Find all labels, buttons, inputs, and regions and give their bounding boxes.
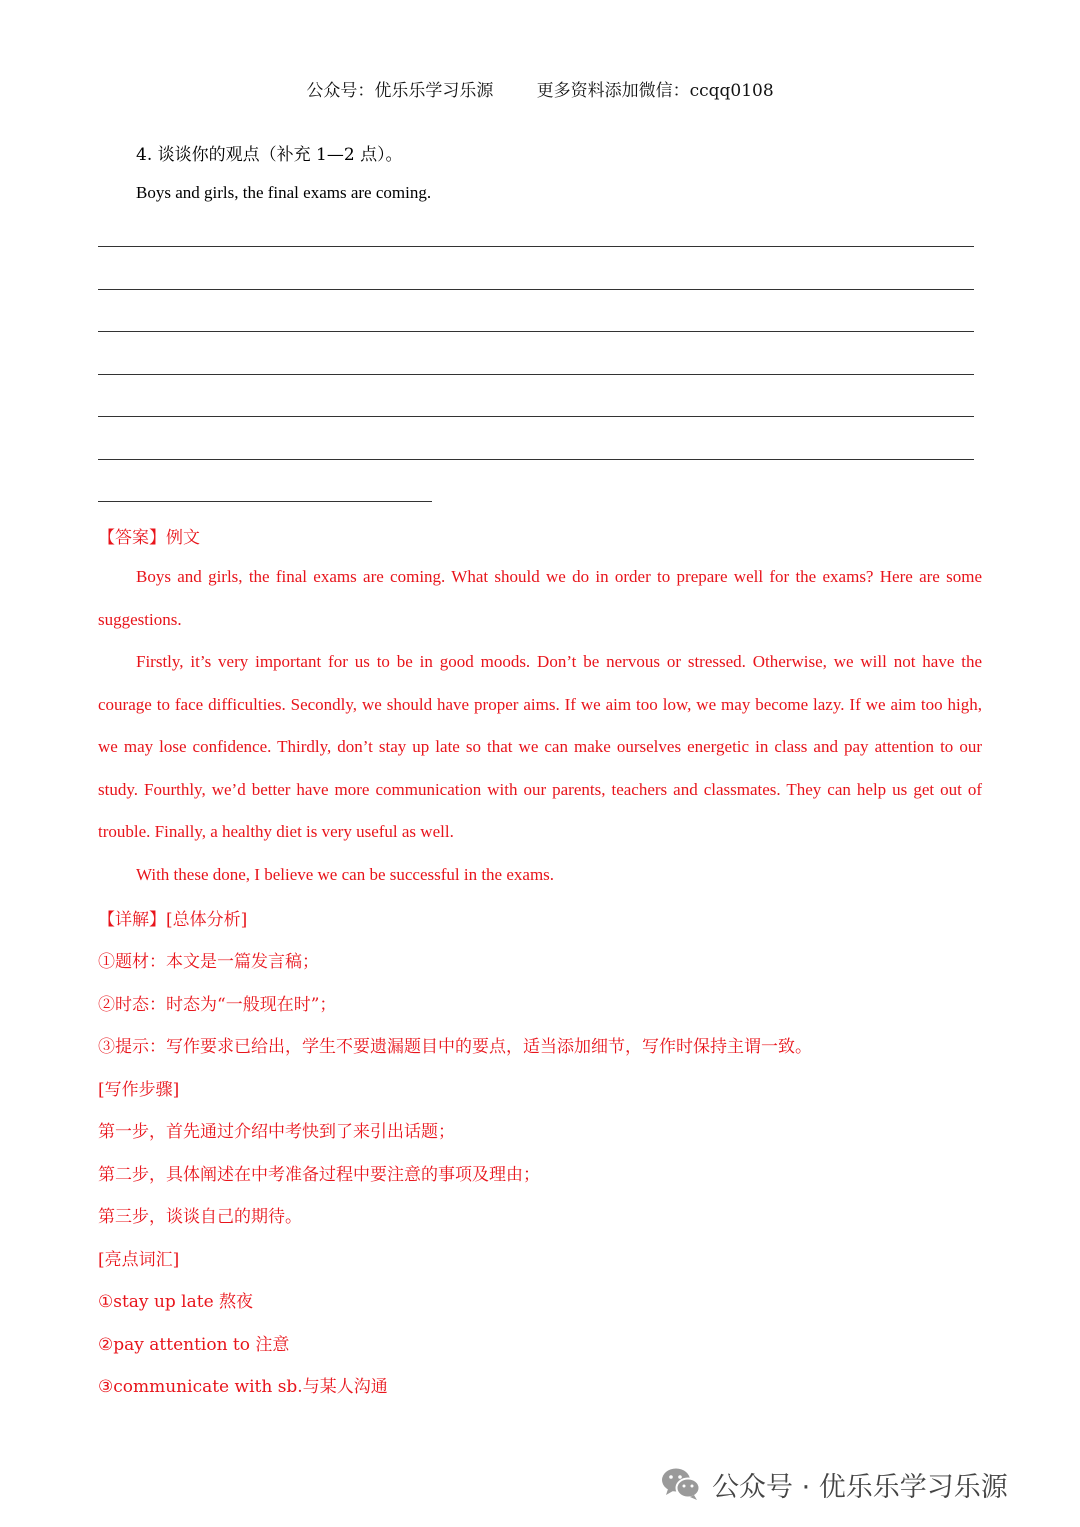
writing-line — [98, 331, 974, 332]
watermark — [660, 1463, 1008, 1505]
analysis-item: ①题材：本文是一篇发言稿； — [98, 952, 319, 972]
vocab-item: ①stay up late 熬夜 — [98, 1292, 254, 1312]
writing-line — [98, 246, 974, 247]
writing-line — [98, 416, 974, 417]
essay-paragraph-2: Firstly, it’s very important for us to be in good moods. Don’t be nervous or stressed. Otherwise, we will not have the courage to face difficulties. Secondly, we should have proper aims. If we aim too low, we may become lazy. If we aim too high, we may lose confidence. Thirdly, don’t stay up late so that we can make ourselves energetic in class and pay attention to our study. Fourthly, we’d better have more communication with our parents, teachers and classmates. They can help us get out of trouble. Finally, a healthy diet is very useful as well. — [98, 652, 982, 841]
watermark-text: 公众号 · 优乐乐学习乐源 — [712, 1471, 1008, 1503]
sample-essay — [98, 556, 982, 896]
step-item: 第三步，谈谈自己的期待。 — [98, 1207, 302, 1227]
writing-line — [98, 459, 974, 460]
wechat-icon — [660, 1466, 702, 1502]
essay-paragraph-1: Boys and girls, the final exams are coming. What should we do in order to prepare well for the exams? Here are some suggestions. — [98, 567, 982, 629]
essay-paragraph-3: With these done, I believe we can be successful in the exams. — [136, 864, 555, 884]
given-opening-sentence: Boys and girls, the final exams are coming. — [136, 183, 432, 202]
answer-label: 【答案】例文 — [98, 528, 200, 548]
header-wechat: 更多资料添加微信：ccqq0108 — [536, 81, 774, 101]
analysis-item: ②时态：时态为“一般现在时”； — [98, 995, 337, 1015]
steps-label: [写作步骤] — [98, 1080, 180, 1100]
vocab-item: ③communicate with sb.与某人沟通 — [98, 1377, 388, 1397]
page-header — [0, 76, 1080, 101]
writing-line — [98, 374, 974, 375]
writing-line — [98, 289, 974, 290]
writing-line — [98, 501, 432, 502]
step-item: 第一步，首先通过介绍中考快到了来引出话题； — [98, 1122, 455, 1142]
header-account: 公众号：优乐乐学习乐源 — [306, 81, 494, 101]
analysis-item: ③提示：写作要求已给出，学生不要遗漏题目中的要点，适当添加细节，写作时保持主谓一致。 — [98, 1037, 812, 1057]
step-item: 第二步，具体阐述在中考准备过程中要注意的事项及理由； — [98, 1165, 540, 1185]
vocab-item: ②pay attention to 注意 — [98, 1335, 290, 1355]
vocab-label: [亮点词汇] — [98, 1250, 180, 1270]
explanation-label: 【详解】[总体分析] — [98, 910, 248, 930]
question-point-4: 4. 谈谈你的观点（补充 1—2 点）。 — [136, 145, 403, 165]
